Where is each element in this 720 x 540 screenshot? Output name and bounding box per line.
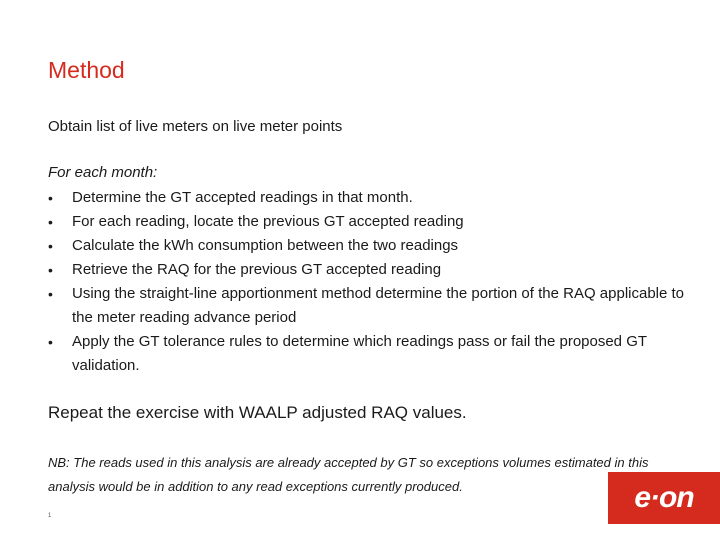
bullet-icon: •: [48, 262, 53, 278]
page-number: 1: [48, 513, 52, 519]
list-item: [48, 258, 688, 282]
list-item-text: Determine the GT accepted readings in that month.: [72, 189, 413, 206]
bullet-icon: •: [48, 238, 53, 254]
method-steps-list: [48, 186, 688, 378]
repeat-text: Repeat the exercise with WAALP adjusted RAQ values.: [48, 403, 467, 422]
list-item-text: Calculate the kWh consumption between the two readings: [72, 237, 459, 254]
slide-title: Method: [48, 57, 125, 83]
bullet-icon: •: [48, 334, 53, 350]
list-item: [48, 186, 688, 210]
bullet-icon: •: [48, 190, 53, 206]
footnote: NB: The reads used in this analysis are already accepted by GT so exceptions volumes estimated in this analysis would be in addition to any read exceptions currently produced.: [48, 455, 649, 494]
list-item-text: Retrieve the RAQ for the previous GT accepted reading: [72, 261, 442, 278]
list-item-text: Apply the GT tolerance rules to determine which readings pass or fail the proposed GT validation.: [72, 333, 647, 374]
intro-text: Obtain list of live meters on live meter points: [48, 118, 343, 135]
month-label: For each month:: [48, 164, 158, 181]
logo-text: e·on: [634, 481, 694, 514]
bullet-icon: •: [48, 286, 53, 302]
eon-logo: [608, 472, 720, 524]
list-item-text: Using the straight-line apportionment method determine the portion of the RAQ applicable to the meter reading advance period: [72, 285, 685, 326]
list-item-text: For each reading, locate the previous GT accepted reading: [72, 213, 464, 230]
bullet-icon: •: [48, 214, 53, 230]
list-item: [48, 210, 688, 234]
list-item: [48, 234, 688, 258]
list-item: [48, 282, 688, 330]
list-item: [48, 330, 688, 378]
